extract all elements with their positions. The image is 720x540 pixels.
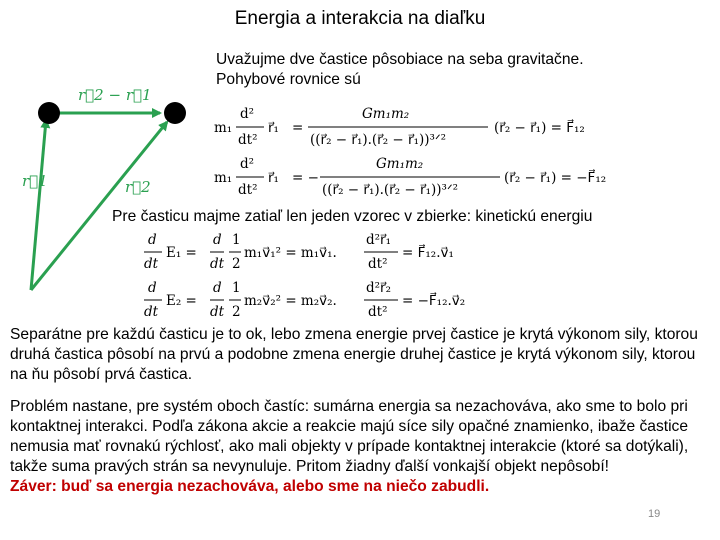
paragraph-system-text: Problém nastane, pre systém oboch častíc: sumárna energia sa nezachováva, ako sme to bolo pri kontaktnej interakci. Podľa zákona akcie a reakcie majú síce sily opačné znamienko, ibaže častice nemusia mať rovnakú rýchlosť, ako mali objekty v prípade kontaktnej interakcie (ktoré sa dotýkali), takže suma pravých strán sa nevynuluje. Pritom žiadny ďalší vonkajší objekt nepôsobí! <box>10 398 689 475</box>
svg-text:d: d <box>213 232 222 248</box>
kinetic-energy-intro: Pre časticu majme zatiaľ len jeden vzorec v zbierke: kinetickú energiu <box>112 208 593 225</box>
svg-text:(r⃗₂ − r⃗₁) = −F⃗₁₂: (r⃗₂ − r⃗₁) = −F⃗₁₂ <box>504 170 607 186</box>
paragraph-system-problem <box>10 397 715 497</box>
svg-text:(r⃗₂ − r⃗₁) = F⃗₁₂: (r⃗₂ − r⃗₁) = F⃗₁₂ <box>494 120 585 136</box>
svg-text:r⃗₁: r⃗₁ <box>268 170 279 186</box>
svg-text:d²r⃗₁: d²r⃗₁ <box>366 232 392 248</box>
equation-1 <box>214 106 585 148</box>
svg-text:E₁ =: E₁ = <box>166 245 197 261</box>
svg-text:2: 2 <box>232 304 241 320</box>
svg-text:= F⃗₁₂.v⃗₁: = F⃗₁₂.v⃗₁ <box>402 245 454 261</box>
svg-text:dt: dt <box>210 256 225 272</box>
label-r1: r⃗1 <box>22 172 48 190</box>
particle-2 <box>164 102 186 124</box>
svg-text:d²r⃗₂: d²r⃗₂ <box>366 280 392 296</box>
svg-text:m₁v⃗₁² = m₁v⃗₁.: m₁v⃗₁² = m₁v⃗₁. <box>244 245 337 261</box>
svg-text:((r⃗₂ − r⃗₁).(r⃗₂ − r⃗₁))³ᐟ²: ((r⃗₂ − r⃗₁).(r⃗₂ − r⃗₁))³ᐟ² <box>310 132 447 148</box>
page-number: 19 <box>648 508 661 520</box>
svg-text:d: d <box>148 280 157 296</box>
intro-line-1: Uvažujme dve častice pôsobiace na seba gravitačne. <box>216 51 584 68</box>
energy-equations <box>140 228 480 320</box>
svg-text:dt: dt <box>144 256 159 272</box>
svg-text:m₁: m₁ <box>214 120 233 136</box>
conclusion-text: Záver: buď sa energia nezachováva, alebo sme na niečo zabudli. <box>10 478 490 495</box>
equation-4 <box>144 280 465 320</box>
svg-text:dt: dt <box>210 304 225 320</box>
svg-text:d²: d² <box>240 106 255 122</box>
svg-text:E₂ =: E₂ = <box>166 293 197 309</box>
svg-text:r⃗₁: r⃗₁ <box>268 120 279 136</box>
equations-of-motion <box>212 98 662 198</box>
svg-text:1: 1 <box>232 232 241 248</box>
svg-text:dt²: dt² <box>368 304 388 320</box>
svg-text:= −: = − <box>292 170 319 186</box>
equation-3 <box>144 232 454 272</box>
svg-text:d: d <box>148 232 157 248</box>
vector-r1-arrow <box>31 120 46 290</box>
svg-text:Gm₁m₂: Gm₁m₂ <box>362 106 410 122</box>
svg-text:d: d <box>213 280 222 296</box>
label-r2-minus-r1: r⃗2 − r⃗1 <box>78 86 152 104</box>
svg-text:2: 2 <box>232 256 241 272</box>
particle-1 <box>38 102 60 124</box>
svg-text:dt²: dt² <box>238 182 258 198</box>
svg-text:1: 1 <box>232 280 241 296</box>
svg-text:((r⃗₂ − r⃗₁).(r⃗₂ − r⃗₁))³ᐟ²: ((r⃗₂ − r⃗₁).(r⃗₂ − r⃗₁))³ᐟ² <box>322 182 459 198</box>
svg-text:=: = <box>292 120 304 136</box>
svg-text:= −F⃗₁₂.v⃗₂: = −F⃗₁₂.v⃗₂ <box>402 293 466 309</box>
svg-text:dt²: dt² <box>238 132 258 148</box>
paragraph-separate-particles: Separátne pre každú časticu je to ok, lebo zmena energie prvej častice je krytá výkonom sily, ktorou druhá častica pôsobí na prvú a podobne zmena energie druhej častice je krytá výkonom sily, ktorou na ňu pôsobí prvá častica. <box>10 326 698 383</box>
equation-2 <box>214 156 606 198</box>
svg-text:dt²: dt² <box>368 256 388 272</box>
intro-text <box>216 50 706 90</box>
svg-text:m₁: m₁ <box>214 170 233 186</box>
intro-line-2: Pohybové rovnice sú <box>216 71 361 88</box>
svg-text:m₂v⃗₂² = m₂v⃗₂.: m₂v⃗₂² = m₂v⃗₂. <box>244 293 337 309</box>
slide-title: Energia a interakcia na diaľku <box>234 8 486 29</box>
svg-text:dt: dt <box>144 304 159 320</box>
label-r2: r⃗2 <box>125 178 151 196</box>
svg-text:Gm₁m₂: Gm₁m₂ <box>376 156 424 172</box>
svg-text:d²: d² <box>240 156 255 172</box>
